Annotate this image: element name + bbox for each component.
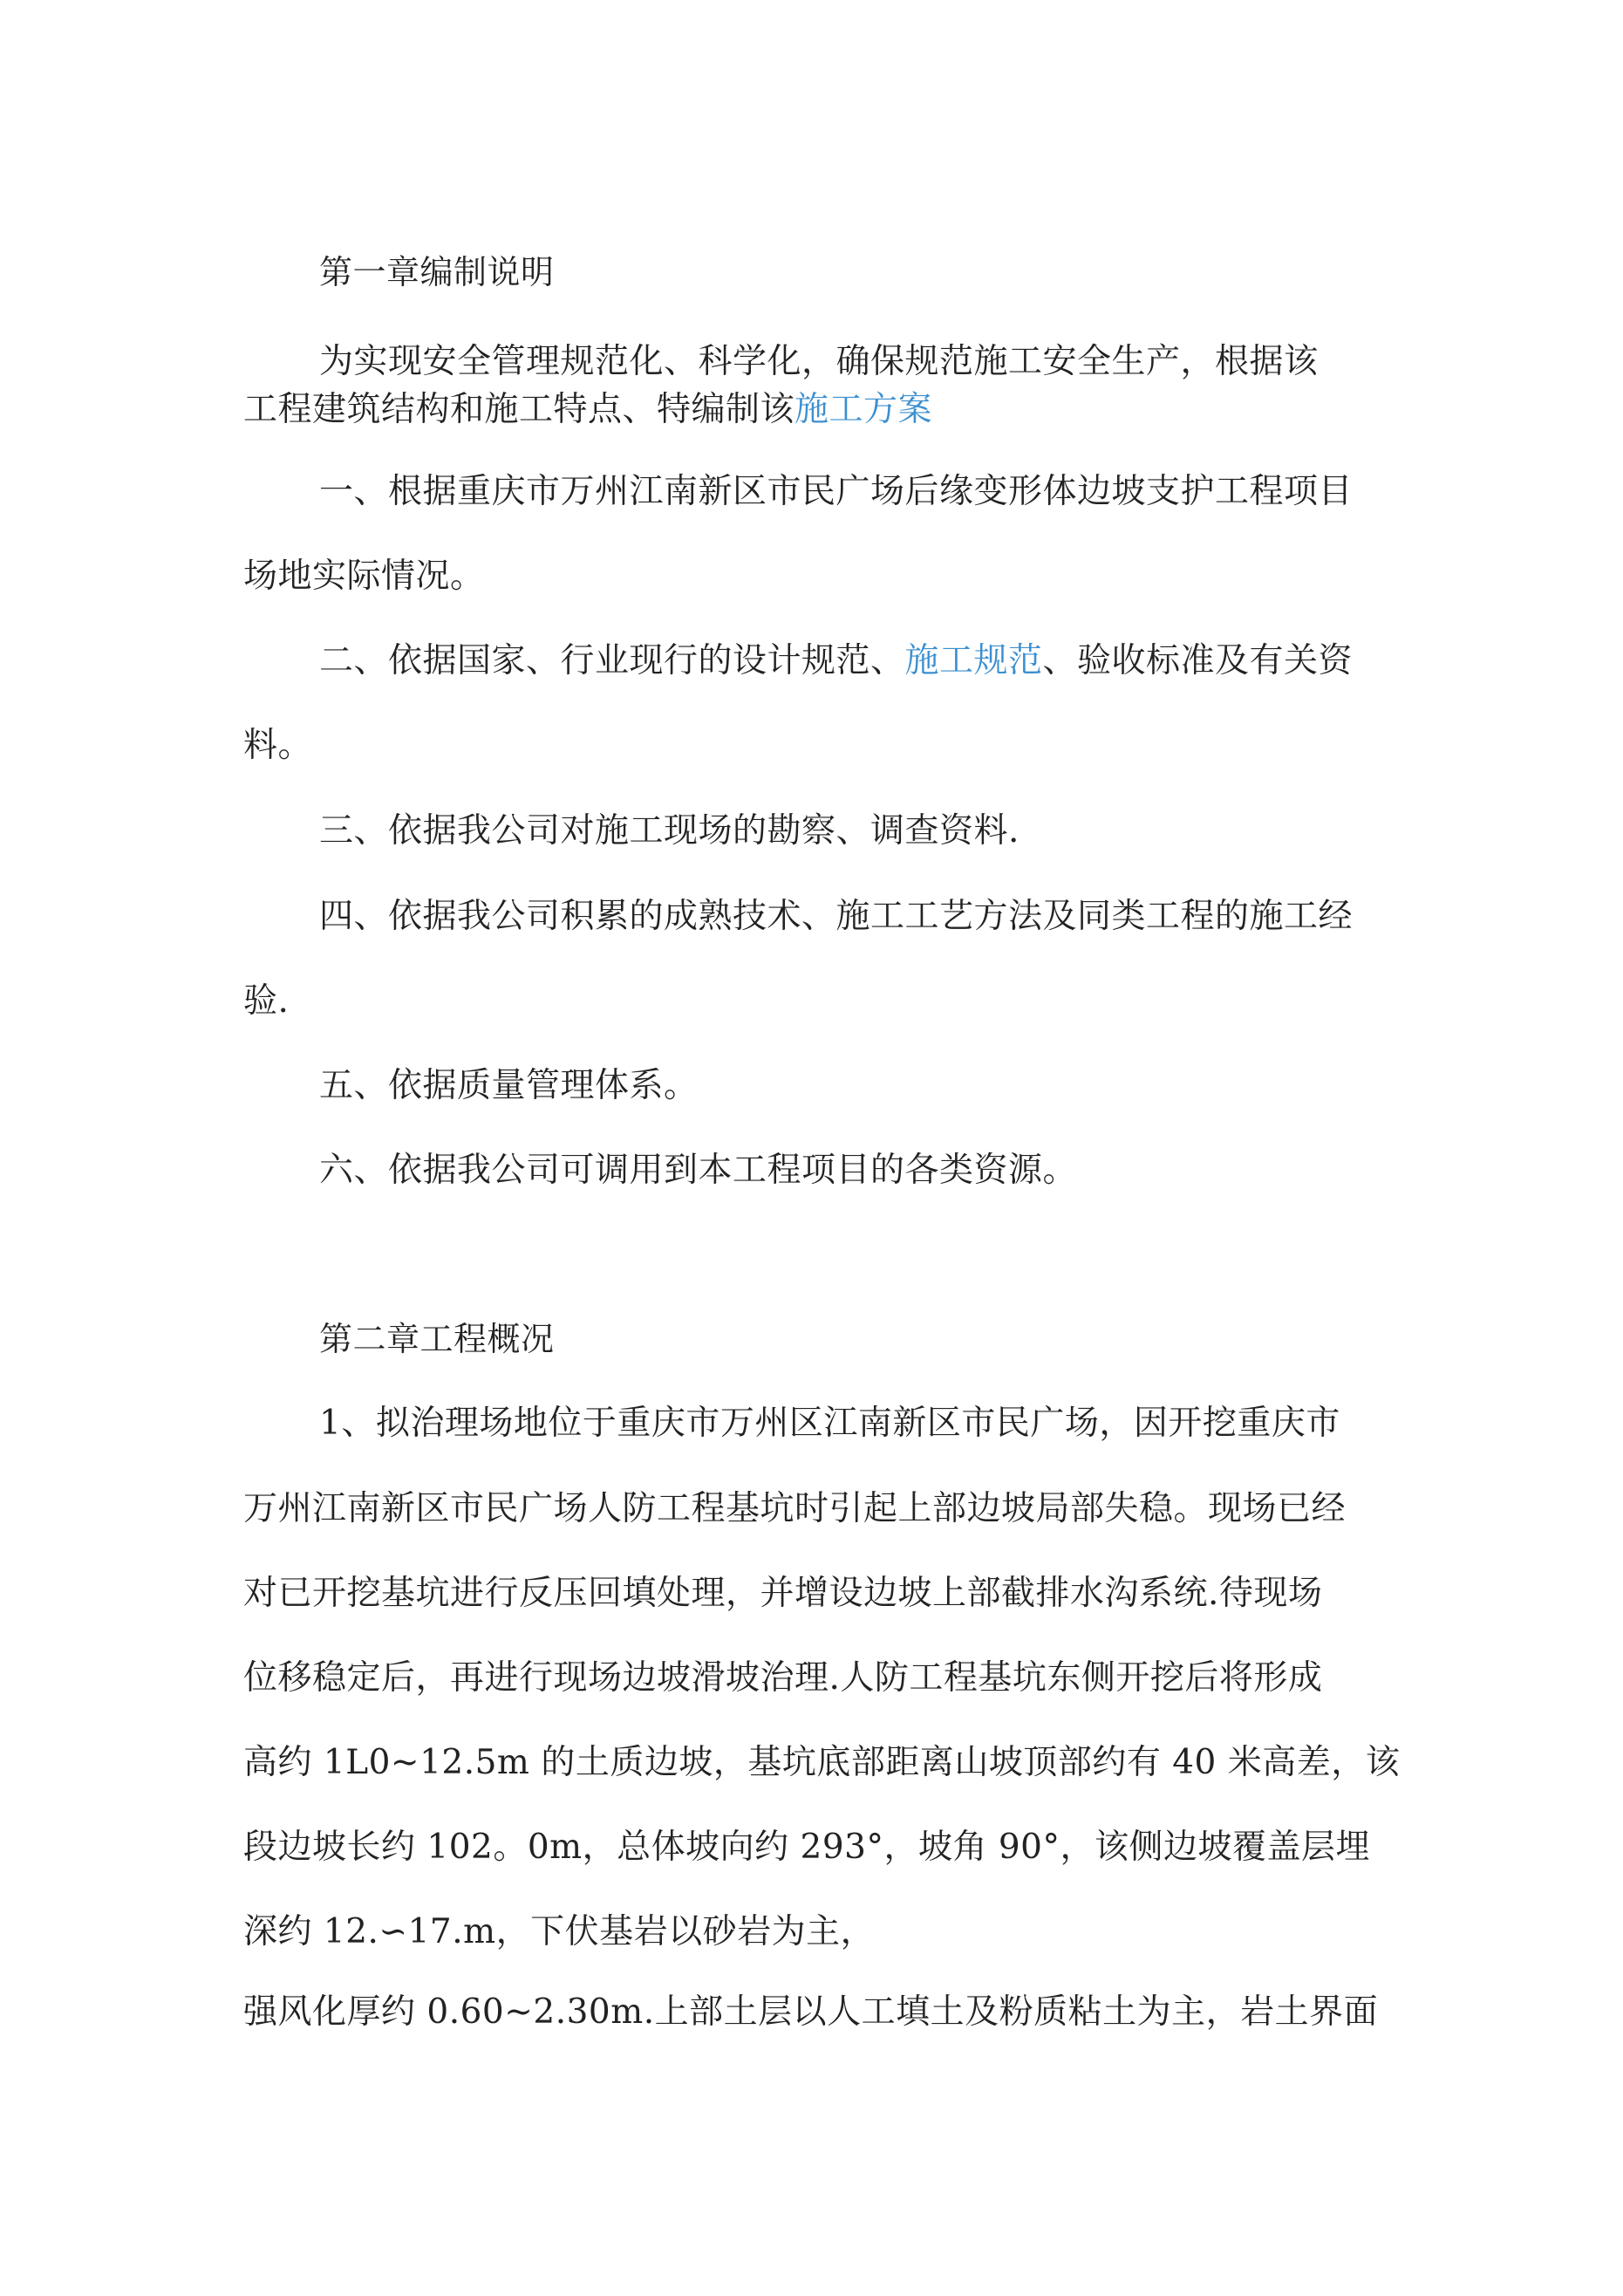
chapter2-body-line: 万州江南新区市民广场人防工程基坑时引起上部边坡局部失稳。现场已经 <box>243 1489 1347 1528</box>
item5-line1: 五、依据质量管理体系。 <box>319 1066 699 1105</box>
construction-plan-link[interactable]: 施工方案 <box>794 390 933 429</box>
chapter1-intro-line2 <box>243 389 932 431</box>
chapter1-heading: 第一章编制说明 <box>319 253 555 291</box>
item2-line1 <box>319 640 1353 682</box>
chapter2-body-line: 位移稳定后，再进行现场边坡滑坡治理.人防工程基坑东侧开挖后将形成 <box>243 1658 1323 1698</box>
item4-line1: 四、依据我公司积累的成熟技术、施工工艺方法及同类工程的施工经 <box>319 897 1354 936</box>
item1-line2: 场地实际情况。 <box>243 557 485 596</box>
item1-line1: 一、根据重庆市万州江南新区市民广场后缘变形体边坡支护工程项目 <box>319 472 1354 511</box>
item2-line2: 料。 <box>243 726 313 765</box>
item6-line1: 六、依据我公司可调用到本工程项目的各类资源。 <box>319 1151 1078 1190</box>
chapter2-body-line: 段边坡长约 102。0m，总体坡向约 293°，坡角 90°，该侧边坡覆盖层埋 <box>243 1828 1370 1867</box>
chapter2-body-line: 深约 12.∽17.m，下伏基岩以砂岩为主， <box>243 1912 876 1951</box>
construction-spec-link[interactable]: 施工规范 <box>904 641 1043 680</box>
chapter2-heading: 第二章工程概况 <box>319 1320 555 1358</box>
chapter2-body-line: 1、拟治理场地位于重庆市万州区江南新区市民广场，因开挖重庆市 <box>319 1404 1340 1443</box>
chapter2-body-line: 高约 1L0~12.5m 的土质边坡，基坑底部距离山坡顶部约有 40 米高差，该 <box>243 1743 1401 1782</box>
item4-line2: 验. <box>243 981 290 1021</box>
item2-prefix: 二、依据国家、行业现行的设计规范、 <box>319 641 905 680</box>
intro-text: 工程建筑结构和施工特点、特编制该 <box>243 390 795 429</box>
item3-line1: 三、依据我公司对施工现场的勘察、调查资料. <box>319 811 1019 851</box>
chapter1-intro-line1: 为实现安全管理规范化、科学化，确保规范施工安全生产，根据该 <box>319 342 1319 381</box>
chapter2-body-line: 对已开挖基坑进行反压回填处理，并增设边坡上部截排水沟系统.待现场 <box>243 1574 1323 1613</box>
item2-suffix: 、验收标准及有关资 <box>1042 641 1354 680</box>
chapter2-body-line: 强风化厚约 0.60~2.30m.上部土层以人工填土及粉质粘土为主，岩土界面 <box>243 1992 1379 2032</box>
